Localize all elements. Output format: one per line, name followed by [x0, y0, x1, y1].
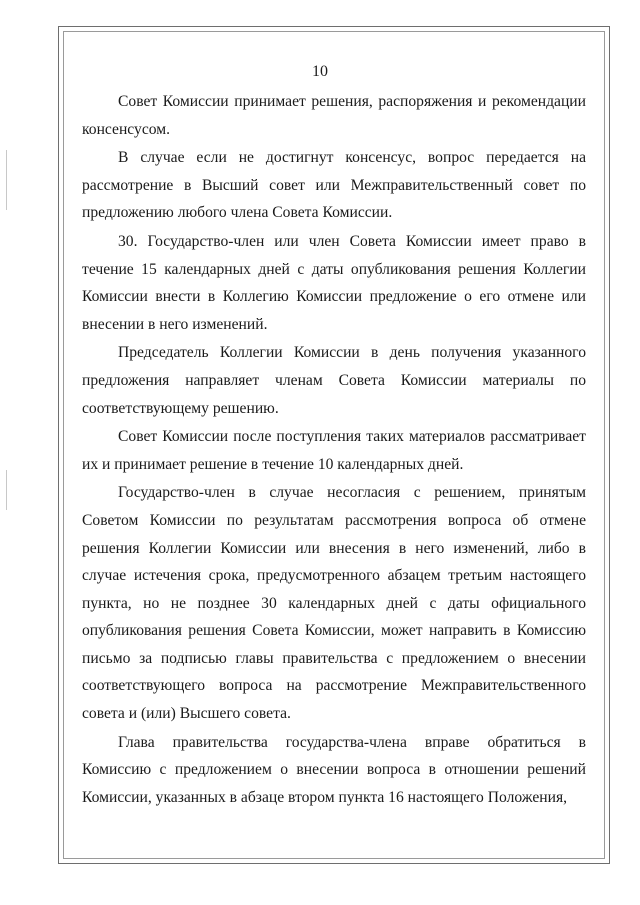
paragraph: Совет Комиссии после поступления таких материалов рассматривает их и принимает решение в течение 10 календарных дней.	[82, 428, 586, 473]
paragraph: 30. Государство-член или член Совета Комиссии имеет право в течение 15 календарных дней с даты опубликования решения Коллегии Комиссии внести в Коллегию Комиссии предложение о его отмене или внесении в него изменений.	[82, 232, 586, 333]
page-number: 10	[312, 63, 328, 80]
document-body	[82, 88, 586, 811]
paragraph: Совет Комиссии принимает решения, распоряжения и рекомендации консенсусом.	[82, 93, 586, 138]
paragraph: Председатель Коллегии Комиссии в день получения указанного предложения направляет членам Совета Комиссии материалы по соответствующему решению.	[82, 344, 586, 417]
scan-edge-mark	[6, 150, 7, 210]
paragraph: В случае если не достигнут консенсус, вопрос передается на рассмотрение в Высший совет или Межправительственный совет по предложению любого члена Совета Комиссии.	[82, 149, 586, 222]
paragraph: Государство-член в случае несогласия с решением, принятым Советом Комиссии по результатам рассмотрения вопроса об отмене решения Коллегии Комиссии или внесения в него изменений, либо в случае истечения срока, предусмотренного абзацем третьим настоящего пункта, но не позднее 30 календарных дней с даты официального опубликования решения Совета Комиссии, может направить в Комиссию письмо за подписью главы правительства с предложением о внесении соответствующего вопроса на рассмотрение Межправительственного совета и (или) Высшего совета.	[82, 484, 586, 723]
paragraph: Глава правительства государства-члена вправе обратиться в Комиссию с предложением о внесении вопроса в отношении решений Комиссии, указанных в абзаце втором пункта 16 настоящего Положения,	[82, 733, 586, 806]
scan-edge-mark	[6, 470, 7, 510]
